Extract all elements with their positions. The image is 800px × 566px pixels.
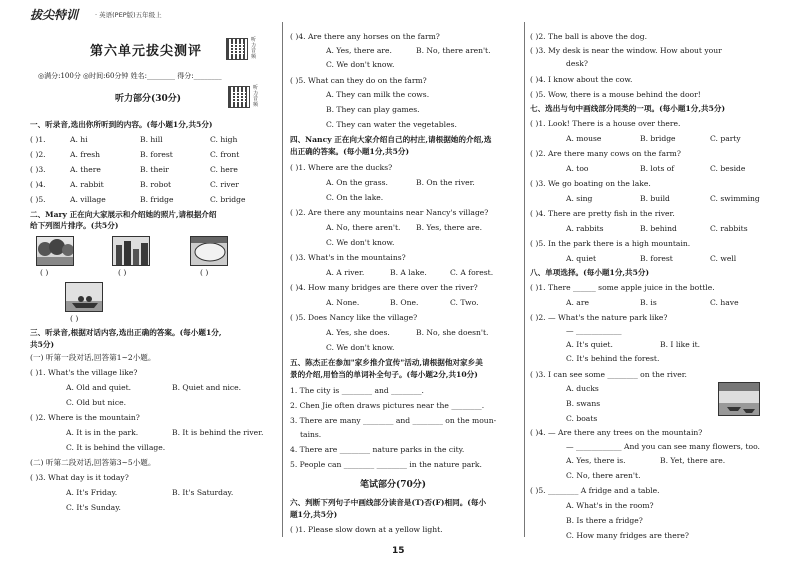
option: B. No, she doesn't. [416,328,489,337]
option: B. is [640,298,657,307]
option: C. party [710,134,741,143]
fill-sentence: tains. [300,430,322,439]
question: ( )2. Are there any mountains near Nancy's village? [290,208,489,217]
option: A. Old and quiet. [66,383,132,392]
option: A. It's Friday. [66,488,118,497]
option: B. Yes, there are. [416,223,483,232]
section-title: 一、听录音,选出你所听到的内容。(每小题1分,共5分) [30,120,213,129]
option: B. No, there aren't. [416,46,491,55]
option: A. ducks [566,384,599,393]
option: B. It's Saturday. [172,488,234,497]
question: ( )2. The ball is above the dog. [530,32,647,41]
question: ( )1. Where are the ducks? [290,163,393,172]
option: C. beside [710,164,746,173]
option: C. On the lake. [326,193,384,202]
list-item: ( )1. A. hi B. hill C. high [30,135,238,144]
option: C. well [710,254,737,263]
picture-boating [65,282,103,312]
column-divider [524,22,525,537]
section-title: 出正确的答案。(每小题1分,共5分) [290,147,410,156]
qr-label-2: 听力音频 [253,85,259,108]
section-title: 四、Nancy 正在向大家介绍自己的村庄,请根据她的介绍,选 [290,135,492,144]
option: A. None. [326,298,360,307]
option: B. It is behind the river. [172,428,264,437]
order-bracket[interactable]: ( ) [70,314,79,323]
question: ( )4. There are pretty fish in the river. [530,209,675,218]
brand-logo: 拔尖特训 [30,8,79,22]
option: A. mouse [566,134,602,143]
fill-sentence[interactable]: 2. Chen Jie often draws pictures near the ________. [290,401,485,410]
option: C. They can water the vegetables. [326,120,457,129]
picture-city [112,236,150,266]
fill-sentence[interactable]: 4. There are ________ nature parks in the city. [290,445,465,454]
list-item: ( )5. A. village B. fridge C. bridge [30,195,246,204]
option: A. Yes, there is. [566,456,626,465]
exam-info: ◎满分:100分 ◎时间:60分钟 姓名:________ 得分:________ [38,72,222,80]
option: A. quiet [566,254,597,263]
option: A. What's in the room? [566,501,654,510]
section-title: 六、判断下列句子中画线部分读音是(T)否(F)相同。(每小 [290,498,487,507]
option: C. boats [566,414,598,423]
section-title: 共5分) [30,340,55,349]
book-subtitle: · 英语(PEP版)五年级上 [95,11,162,19]
fill-sentence[interactable]: 1. The city is ________ and ________. [290,386,424,395]
qr-code-icon-2[interactable] [228,86,250,108]
option: A. too [566,164,589,173]
list-item: ( )2. A. fresh B. forest C. front [30,150,240,159]
page-title: 第六单元拔尖测评 [90,44,203,59]
section-title: 题1分,共5分) [290,510,338,519]
question: ( )2. Are there many cows on the farm? [530,149,681,158]
order-bracket[interactable]: ( ) [118,268,127,277]
written-part-title: 笔试部分(70分) [360,480,427,490]
list-item: ( )3. A. there B. their C. here [30,165,238,174]
option: A. They can milk the cows. [326,90,430,99]
option: C. We don't know. [326,343,395,352]
option: B. build [640,194,670,203]
qr-code-icon[interactable] [226,38,248,60]
option: C. swimming [710,194,760,203]
qr-label: 听力音频 [251,37,257,60]
option: B. lots of [640,164,675,173]
fill-sentence[interactable]: 5. People can ________ ________ in the nature park. [290,460,482,469]
option: B. swans [566,399,601,408]
option: A. A river. [326,268,365,277]
option: C. It is behind the village. [66,443,166,452]
option: A. Yes, she does. [326,328,390,337]
option: A. rabbits [566,224,604,233]
option: B. forest [640,254,673,263]
question: ( )4. — Are there any trees on the mountain? [530,428,703,437]
page-number: 15 [392,546,405,556]
section-title: 景的介绍,用恰当的单词补全句子。(每小题2分,共10分) [290,370,478,379]
option: C. A forest. [450,268,494,277]
option: C. We don't know. [326,60,395,69]
question: ( )1. There ______ some apple juice in the bottle. [530,283,715,292]
option: B. behind [640,224,677,233]
question: ( )5. In the park there is a high mountain. [530,239,691,248]
dialogue-heading: (二) 听第二段对话,回答第3~5小题。 [30,458,156,467]
option: C. have [710,298,739,307]
option: A. No, there aren't. [326,223,401,232]
option: C. It's Sunday. [66,503,121,512]
option: C. It's behind the forest. [566,354,660,363]
picture-river-boats [718,382,760,416]
question: ( )3. What's in the mountains? [290,253,406,262]
question: ( )5. Does Nancy like the village? [290,313,418,322]
option: C. We don't know. [326,238,395,247]
section-title: 五、陈杰正在参加"家乡推介宣传"活动,请根据他对家乡美 [290,358,483,367]
question: ( )3. My desk is near the window. How about your [530,46,722,55]
section-title: 三、听录音,根据对话内容,选出正确的答案。(每小题1分, [30,328,222,337]
question: ( )1. Look! There is a house over there. [530,119,681,128]
question: ( )4. How many bridges are there over the river? [290,283,478,292]
question: ( )3. I can see some ________ on the river. [530,370,687,379]
option: C. rabbits [710,224,748,233]
question: ( )1. What's the village like? [30,368,138,377]
question: ( )3. We go boating on the lake. [530,179,651,188]
option: B. A lake. [390,268,427,277]
question: ( )2. Where is the mountain? [30,413,140,422]
list-item: ( )4. A. rabbit B. robot C. river [30,180,239,189]
option: C. No, there aren't. [566,471,641,480]
option: C. How many fridges are there? [566,531,689,540]
option: C. Old but nice. [66,398,126,407]
section-title: 七、选出与句中画线部分同类的一项。(每小题1分,共5分) [530,104,726,113]
answer-blank[interactable]: — ____________ [566,326,622,335]
fill-sentence[interactable]: 3. There are many ________ and ________ on the moun- [290,416,497,425]
section-title: 八、单项选择。(每小题1分,共5分) [530,268,650,277]
order-bracket[interactable]: ( ) [40,268,49,277]
option: B. Quiet and nice. [172,383,242,392]
option: A. Yes, there are. [326,46,392,55]
picture-trees [36,236,74,266]
option: B. One. [390,298,419,307]
option: B. bridge [640,134,676,143]
listening-part-title: 听力部分(30分) [115,94,182,104]
dialogue-heading: (一) 听第一段对话,回答第1~2小题。 [30,353,156,362]
option: B. On the river. [416,178,475,187]
question: ( )5. ________ A fridge and a table. [530,486,660,495]
option: B. I like it. [660,340,701,349]
order-bracket[interactable]: ( ) [200,268,209,277]
column-divider [282,22,283,537]
question: ( )2. — What's the nature park like? [530,313,668,322]
question-continued: desk? [566,59,588,68]
section-title: 二、Mary 正在向大家展示和介绍她的照片,请根据介绍 [30,210,217,219]
option: A. On the grass. [326,178,388,187]
answer-blank[interactable]: — ____________ And you can see many flowers, too. [566,442,760,451]
question: ( )4. Are there any horses on the farm? [290,32,440,41]
question: ( )5. What can they do on the farm? [290,76,427,85]
question: ( )5. Wow, there is a mouse behind the door! [530,90,701,99]
question: ( )1. Please slow down at a yellow light. [290,525,443,534]
question: ( )3. What day is it today? [30,473,129,482]
picture-lake [190,236,228,266]
option: B. They can play games. [326,105,420,114]
section-title: 给下列图片排序。(共5分) [30,221,119,230]
option: C. Two. [450,298,479,307]
option: A. sing [566,194,593,203]
question: ( )4. I know about the cow. [530,75,633,84]
option: B. Yet, there are. [660,456,726,465]
option: A. are [566,298,589,307]
option: B. Is there a fridge? [566,516,643,525]
option: A. It's quiet. [566,340,613,349]
option: A. It is in the park. [66,428,139,437]
